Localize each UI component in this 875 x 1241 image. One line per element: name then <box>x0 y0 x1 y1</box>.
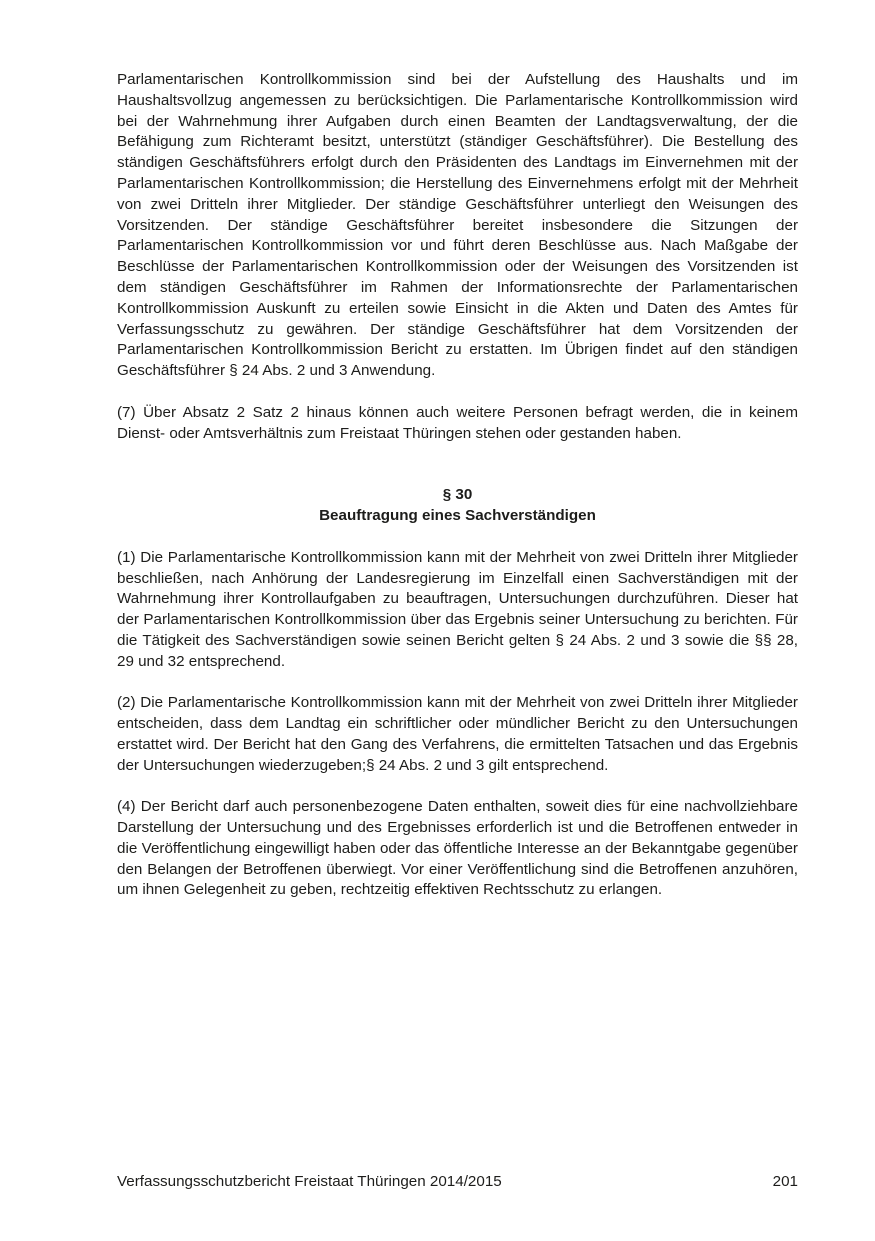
page-number: 201 <box>772 1173 798 1190</box>
paragraph-4: (4) Der Bericht darf auch personenbezogene Daten enthalten, soweit dies für eine nachvollziehbare Darstellung der Untersuchung und des Ergebnisses erforderlich ist und die Betroffenen entweder in die Veröffentlichung eingewilligt haben oder das öffentliche Interesse an der Bekanntgabe gegenüber den Belangen der Betroffenen überwiegt. Vor einer Veröffentlichung sind die Betroffenen anzuhören, um ihnen Gelegenheit zu geben, rechtzeitig effektiven Rechtsschutz zu erlangen. <box>117 798 798 899</box>
paragraph-2: (2) Die Parlamentarische Kontrollkommission kann mit der Mehrheit von zwei Dritteln ihrer Mitglieder entscheiden, dass dem Landtag ein schriftlicher oder mündlicher Bericht zu den Untersuchungen erstattet wird. Der Bericht hat den Gang des Verfahrens, die ermittelten Tatsachen und das Ergebnis der Untersuchungen wiederzugeben;§ 24 Abs. 2 und 3 gilt entsprechend. <box>117 694 798 774</box>
paragraph-7: (7) Über Absatz 2 Satz 2 hinaus können auch weitere Personen befragt werden, die in keinem Dienst- oder Amtsverhältnis zum Freistaat Thüringen stehen oder gestanden haben. <box>117 403 798 442</box>
section-number: § 30 <box>442 486 473 504</box>
footer-title: Verfassungsschutzbericht Freistaat Thüringen 2014/2015 <box>117 1173 502 1190</box>
section-title: Beauftragung eines Sachverständigen <box>319 507 596 525</box>
section-heading <box>117 485 798 527</box>
document-page <box>117 70 798 901</box>
paragraph-continuation: Parlamentarischen Kontrollkommission sind bei der Aufstellung des Haushalts und im Haushaltsvollzug angemessen zu berücksichtigen. Die Parlamentarische Kontrollkommission wird bei der Wahrnehmung ihrer Aufgaben durch einen Beamten der Landtagsverwaltung, der die Befähigung zum Richteramt besitzt, unterstützt (ständiger Geschäftsführer). Die Bestellung des ständigen Geschäftsführers erfolgt durch den Präsidenten des Landtags im Einvernehmen mit der Parlamentarischen Kontrollkommission; die Herstellung des Einvernehmens erfolgt mit der Mehrheit von zwei Dritteln ihrer Mitglieder. Der ständige Geschäftsführer unterliegt den Weisungen des Vorsitzenden. Der ständige Geschäftsführer bereitet insbesondere die Sitzungen der Parlamentarischen Kontrollkommission vor und führt deren Beschlüsse aus. Nach Maßgabe der Beschlüsse der Parlamentarischen Kontrollkommission oder der Weisungen des Vorsitzenden ist dem ständigen Geschäftsführer im Rahmen der Informationsrechte der Parlamentarischen Kontrollkommission Auskunft zu erteilen sowie Einsicht in die Akten und Daten des Amtes für Verfassungsschutz zu gewähren. Der ständige Geschäftsführer hat dem Vorsitzenden der Parlamentarischen Kontrollkommission Bericht zu erstatten. Im Übrigen findet auf den ständigen Geschäftsführer § 24 Abs. 2 und 3 Anwendung. <box>117 71 798 380</box>
paragraph-1: (1) Die Parlamentarische Kontrollkommission kann mit der Mehrheit von zwei Dritteln ihrer Mitglieder beschließen, nach Anhörung der Landesregierung im Einzelfall einen Sachverständigen mit der Wahrnehmung ihrer Kontrollaufgaben zu beauftragen, Untersuchungen durchzuführen. Dieser hat der Parlamentarischen Kontrollkommission über das Ergebnis seiner Untersuchung zu berichten. Für die Tätigkeit des Sachverständigen sowie seinen Bericht gelten § 24 Abs. 2 und 3 sowie die §§ 28, 29 und 32 entsprechend. <box>117 548 798 670</box>
page-footer <box>117 1172 798 1192</box>
